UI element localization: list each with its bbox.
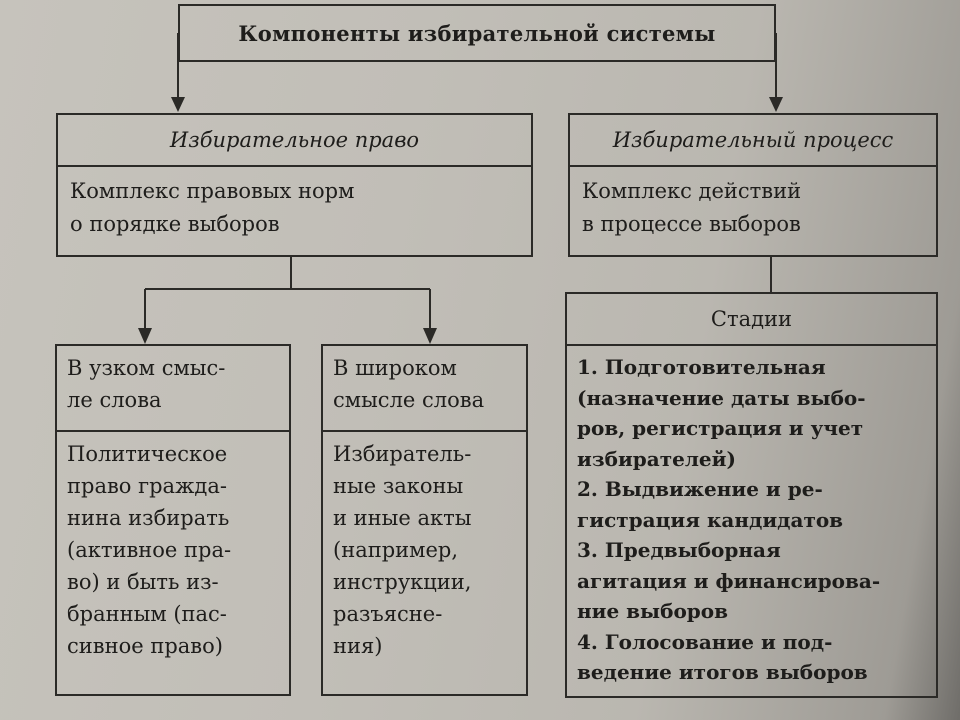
broad-sense-box — [321, 344, 528, 696]
arrowhead-law — [171, 97, 185, 112]
stages-list — [567, 346, 936, 688]
narrow-sense-box — [55, 344, 291, 696]
electoral-process-description: Комплекс действий в процессе выборов — [582, 179, 802, 236]
narrow-sense-heading: В узком смыс- ле слова — [57, 346, 289, 432]
diagram-title-text: Компоненты избирательной системы — [238, 20, 716, 46]
arrowhead-narrow — [138, 328, 152, 344]
diagram-title — [178, 4, 776, 62]
stage-item: 3. Предвыборная агитация и финансирова- ние выборов — [577, 538, 881, 623]
narrow-sense-text: Политическое право гражда- нина избирать (активное пра- во) и быть из- бранным (пас- сивное право) — [67, 442, 232, 658]
stage-item: 1. Подготовительная (назначение даты выбо- ров, регистрация и учет избирателей) — [577, 355, 866, 471]
electoral-law-description: Комплекс правовых норм о порядке выборов — [70, 179, 355, 236]
broad-sense-heading: В широком смысле слова — [323, 346, 526, 432]
electoral-law-box — [56, 113, 533, 257]
arrowhead-process — [769, 97, 783, 112]
stages-heading: Стадии — [567, 294, 936, 346]
arrowhead-broad — [423, 328, 437, 344]
electoral-law-heading: Избирательное право — [58, 115, 531, 167]
stage-item: 2. Выдвижение и ре- гистрация кандидатов — [577, 477, 844, 532]
stage-item: 4. Голосование и под- ведение итогов выборов — [577, 629, 868, 684]
broad-sense-text: Избиратель- ные законы и иные акты (например, инструкции, разъясне- ния) — [333, 442, 472, 658]
electoral-process-heading: Избирательный процесс — [570, 115, 936, 167]
electoral-process-box — [568, 113, 938, 257]
stages-box — [565, 292, 938, 698]
